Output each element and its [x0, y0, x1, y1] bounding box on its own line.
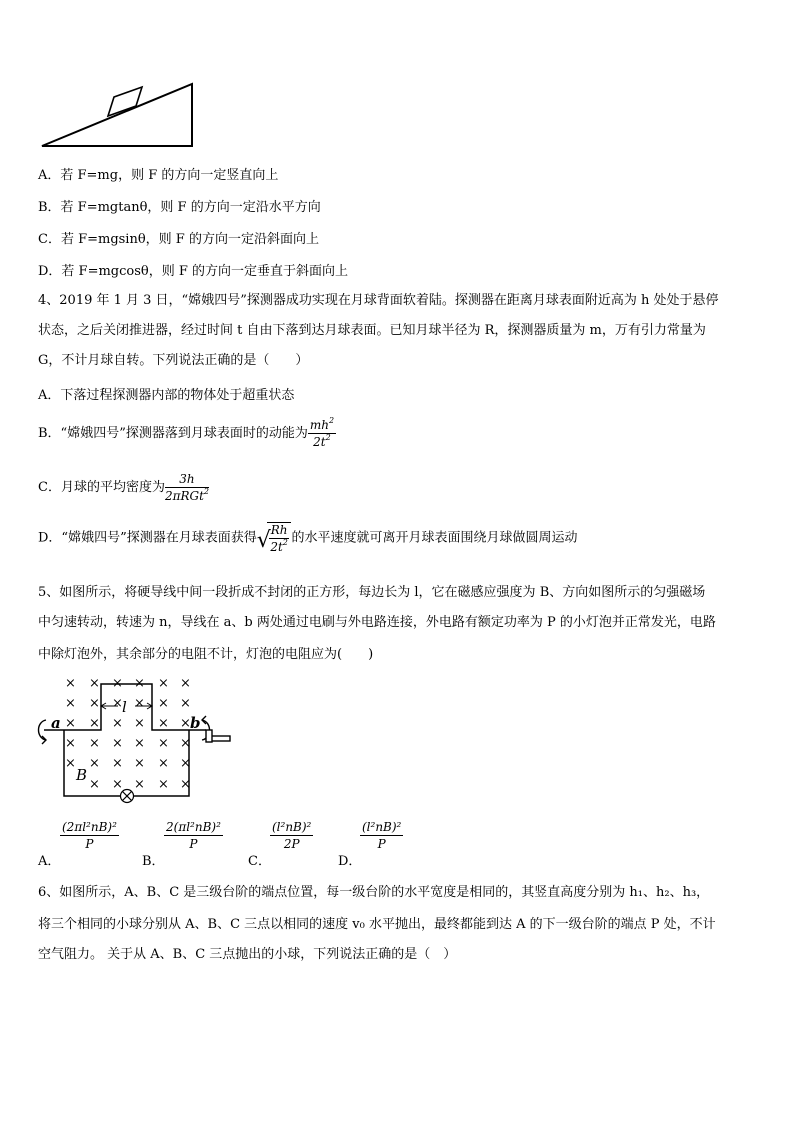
svg-text:×: × [65, 676, 76, 691]
svg-text:×: × [180, 696, 191, 711]
label-B: B [76, 766, 88, 784]
svg-text:×: × [134, 756, 145, 771]
q5-option-c-label: C． [248, 854, 271, 869]
q6-stem-line-3: 空气阻力。 关于从 A、B、C 三点抛出的小球，下列说法正确的是（ ） [38, 947, 457, 962]
svg-text:×: × [112, 716, 123, 731]
q5-option-d-formula: $\frac{\text{(l²nB)²}}{P}$ [362, 820, 402, 851]
q4-option-b [38, 418, 336, 449]
q3-option-d: D．若 F=mgcosθ，则 F 的方向一定垂直于斜面向上 [38, 264, 349, 279]
svg-text:×: × [65, 696, 76, 711]
svg-text:×: × [158, 777, 169, 792]
q5-stem-line-2: 中匀速转动，转速为 n，导线在 a、b 两处通过电刷与外电路连接，外电路有额定功率为 P 的小灯泡并正常发光，电路 [38, 615, 716, 630]
svg-text:×: × [89, 736, 100, 751]
lamp-icon [121, 790, 134, 803]
q5-option-d-label: D． [338, 854, 362, 869]
crank-handle-icon [206, 730, 230, 742]
svg-text:×: × [112, 676, 123, 691]
q4-option-d-text: D．“嫦娥四号”探测器在月球表面获得 [38, 530, 257, 546]
svg-text:×: × [134, 777, 145, 792]
q4-option-d-post: 的水平速度就可离开月球表面围绕月球做圆周运动 [291, 530, 578, 546]
q5-option-a-label: A． [38, 854, 61, 869]
q4-stem-line-2: 状态，之后关闭推进器，经过时间 t 自由下落到达月球表面。已知月球半径为 R，探测器质量为 m，万有引力常量为 [38, 323, 706, 338]
q4-option-b-text: B．“嫦娥四号”探测器落到月球表面时的动能为 [38, 426, 308, 441]
svg-text:×: × [65, 716, 76, 731]
svg-text:×: × [158, 716, 169, 731]
q6-stem-line-1: 6、如图所示，A、B、C 是三级台阶的端点位置，每一级台阶的水平宽度是相同的，其竖直高度分别为 h₁、h₂、h₃， [38, 885, 710, 900]
svg-text:×: × [134, 696, 145, 711]
svg-text:×: × [112, 777, 123, 792]
q4-option-b-formula: $\frac{mh^2}{2t^2}$ [309, 416, 335, 449]
svg-text:×: × [134, 736, 145, 751]
svg-text:×: × [158, 676, 169, 691]
q6-stem-line-2: 将三个相同的小球分别从 A、B、C 三点以相同的速度 v₀ 水平抛出，最终都能到达 A 的下一级台阶的端点 P 处，不计 [38, 917, 716, 932]
svg-text:×: × [112, 696, 123, 711]
svg-text:×: × [180, 777, 191, 792]
svg-text:×: × [89, 777, 100, 792]
q4-option-a: A．下落过程探测器内部的物体处于超重状态 [38, 388, 295, 403]
q4-option-c [38, 472, 209, 503]
q4-option-c-text: C．月球的平均密度为 [38, 480, 165, 495]
svg-text:×: × [180, 716, 191, 731]
svg-text:×: × [65, 756, 76, 771]
svg-text:×: × [89, 676, 100, 691]
svg-text:×: × [158, 736, 169, 751]
q5-stem-line-1: 5、如图所示，将硬导线中间一段折成不封闭的正方形，每边长为 l，它在磁感应强度为 B、方向如图所示的匀强磁场 [38, 585, 706, 600]
q4-option-d [38, 522, 578, 554]
q4-stem-line-1: 4、2019 年 1 月 3 日，“嫦娥四号”探测器成功实现在月球背面软着陆。探测器在距离月球表面附近高为 h 处处于悬停 [38, 293, 719, 308]
svg-text:×: × [180, 756, 191, 771]
q5-options [38, 820, 458, 872]
svg-text:×: × [89, 756, 100, 771]
q3-option-b: B．若 F=mgtanθ，则 F 的方向一定沿水平方向 [38, 200, 321, 215]
svg-text:×: × [134, 676, 145, 691]
incline-figure [38, 80, 198, 152]
q4-option-c-formula: $\frac{3h}{2\pi RGt^2}$ [164, 472, 210, 503]
label-b: b [190, 714, 201, 732]
q5-magnetic-field-figure [34, 672, 254, 812]
q4-option-d-sqrt: √ $\frac{Rh}{2t^2}$ [257, 522, 292, 554]
q4-stem-line-3: G，不计月球自转。下列说法正确的是（ ） [38, 353, 309, 368]
svg-text:×: × [158, 756, 169, 771]
svg-text:×: × [89, 716, 100, 731]
label-a: a [51, 714, 61, 732]
label-l: l [122, 698, 127, 716]
svg-text:×: × [180, 736, 191, 751]
svg-text:×: × [134, 716, 145, 731]
svg-text:×: × [65, 736, 76, 751]
svg-text:×: × [158, 696, 169, 711]
rotation-arrow-left-icon [39, 720, 47, 744]
q3-option-a: A．若 F=mg，则 F 的方向一定竖直向上 [38, 168, 279, 183]
q3-option-c: C．若 F=mgsinθ，则 F 的方向一定沿斜面向上 [38, 232, 319, 247]
incline-triangle [42, 84, 192, 146]
svg-text:×: × [112, 756, 123, 771]
q5-stem-line-3: 中除灯泡外，其余部分的电阻不计，灯泡的电阻应为( ) [38, 647, 374, 662]
svg-text:×: × [180, 676, 191, 691]
q5-option-a-formula: $\frac{\text{(2πl²nB)²}}{P}$ [62, 820, 117, 851]
q5-option-b-formula: $\frac{\text{2(πl²nB)²}}{P}$ [166, 820, 221, 851]
q5-option-b-label: B． [142, 854, 165, 869]
svg-text:×: × [112, 736, 123, 751]
q5-option-c-formula: $\frac{\text{(l²nB)²}}{2P}$ [272, 820, 312, 851]
svg-text:×: × [89, 696, 100, 711]
